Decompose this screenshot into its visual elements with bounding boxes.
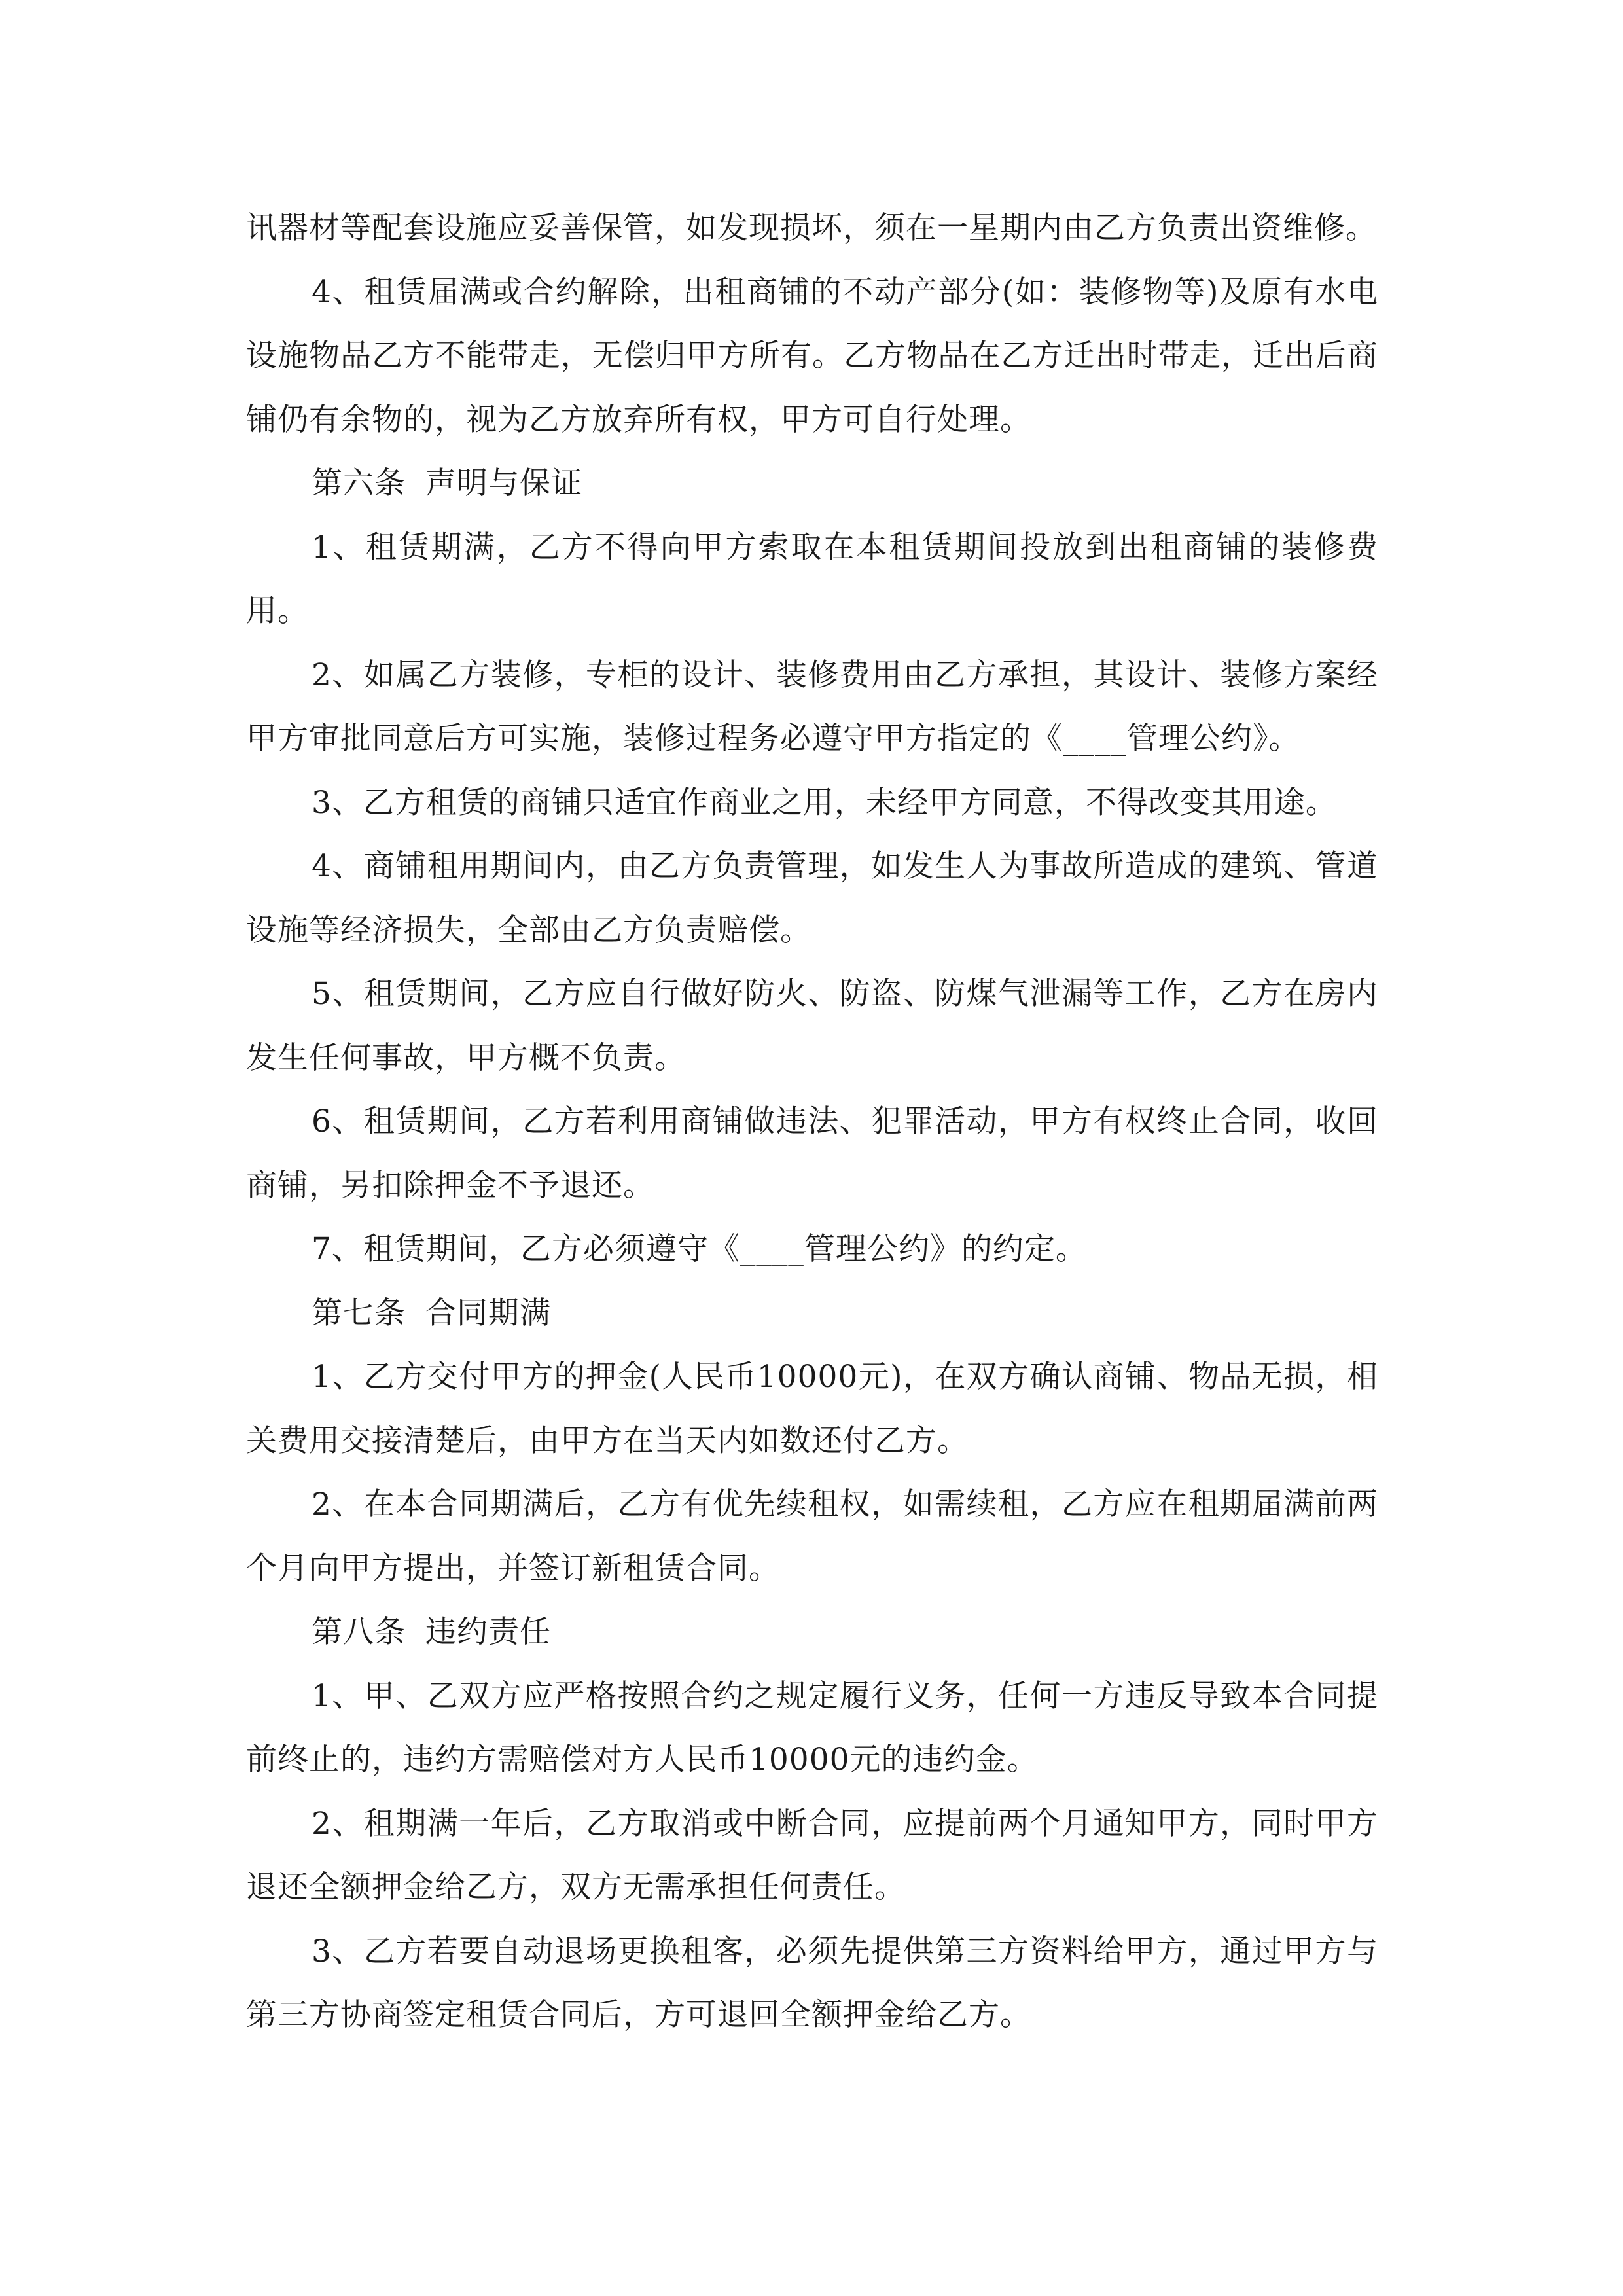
paragraph: 3、乙方租赁的商铺只适宜作商业之用，未经甲方同意，不得改变其用途。 [312, 784, 1337, 821]
paragraph: 2、租期满一年后，乙方取消或中断合同，应提前两个月通知甲方，同时甲方退还全额押金给乙方，双方无需承担任何责任。 [246, 1805, 1378, 1905]
paragraph: 1、甲、乙双方应严格按照合约之规定履行义务，任何一方违反导致本合同提前终止的，违约方需赔偿对方人民币10000元的违约金。 [246, 1677, 1378, 1778]
paragraph: 5、租赁期间，乙方应自行做好防火、防盗、防煤气泄漏等工作，乙方在房内发生任何事故，甲方概不负责。 [246, 976, 1378, 1076]
document-body [246, 196, 1378, 2047]
paragraph: 2、在本合同期满后，乙方有优先续租权，如需续租，乙方应在租期届满前两个月向甲方提出，并签订新租赁合同。 [246, 1486, 1378, 1587]
section-number: 第七条 [312, 1295, 406, 1331]
section-heading [246, 452, 1378, 516]
paragraph: 1、乙方交付甲方的押金(人民币10000元)，在双方确认商铺、物品无损，相关费用交接清楚后，由甲方在当天内如数还付乙方。 [246, 1359, 1378, 1459]
section-heading [246, 1600, 1378, 1664]
section-title: 违约责任 [425, 1614, 551, 1650]
paragraph: 讯器材等配套设施应妥善保管，如发现损坏，须在一星期内由乙方负责出资维修。 [246, 210, 1377, 246]
section-title: 声明与保证 [425, 465, 582, 501]
section-title: 合同期满 [425, 1295, 551, 1331]
paragraph: 1、租赁期满，乙方不得向甲方索取在本租赁期间投放到出租商铺的装修费用。 [246, 529, 1378, 629]
paragraph: 3、乙方若要自动退场更换租客，必须先提供第三方资料给甲方，通过甲方与第三方协商签定租赁合同后，方可退回全额押金给乙方。 [246, 1933, 1378, 2033]
section-heading [246, 1282, 1378, 1346]
paragraph: 6、租赁期间，乙方若利用商铺做违法、犯罪活动，甲方有权终止合同，收回商铺，另扣除押金不予退还。 [246, 1103, 1378, 1204]
paragraph: 7、租赁期间，乙方必须遵守《____管理公约》的约定。 [312, 1231, 1087, 1267]
paragraph: 4、商铺租用期间内，由乙方负责管理，如发生人为事故所造成的建筑、管道设施等经济损失，全部由乙方负责赔偿。 [246, 848, 1378, 948]
paragraph: 4、租赁届满或合约解除，出租商铺的不动产部分(如：装修物等)及原有水电设施物品乙方不能带走，无偿归甲方所有。乙方物品在乙方迁出时带走，迁出后商铺仍有余物的，视为乙方放弃所有权，甲方可自行处理。 [246, 274, 1378, 438]
section-number: 第八条 [312, 1614, 406, 1650]
section-number: 第六条 [312, 465, 406, 501]
paragraph: 2、如属乙方装修，专柜的设计、装修费用由乙方承担，其设计、装修方案经甲方审批同意后方可实施，装修过程务必遵守甲方指定的《____管理公约》。 [246, 656, 1378, 757]
